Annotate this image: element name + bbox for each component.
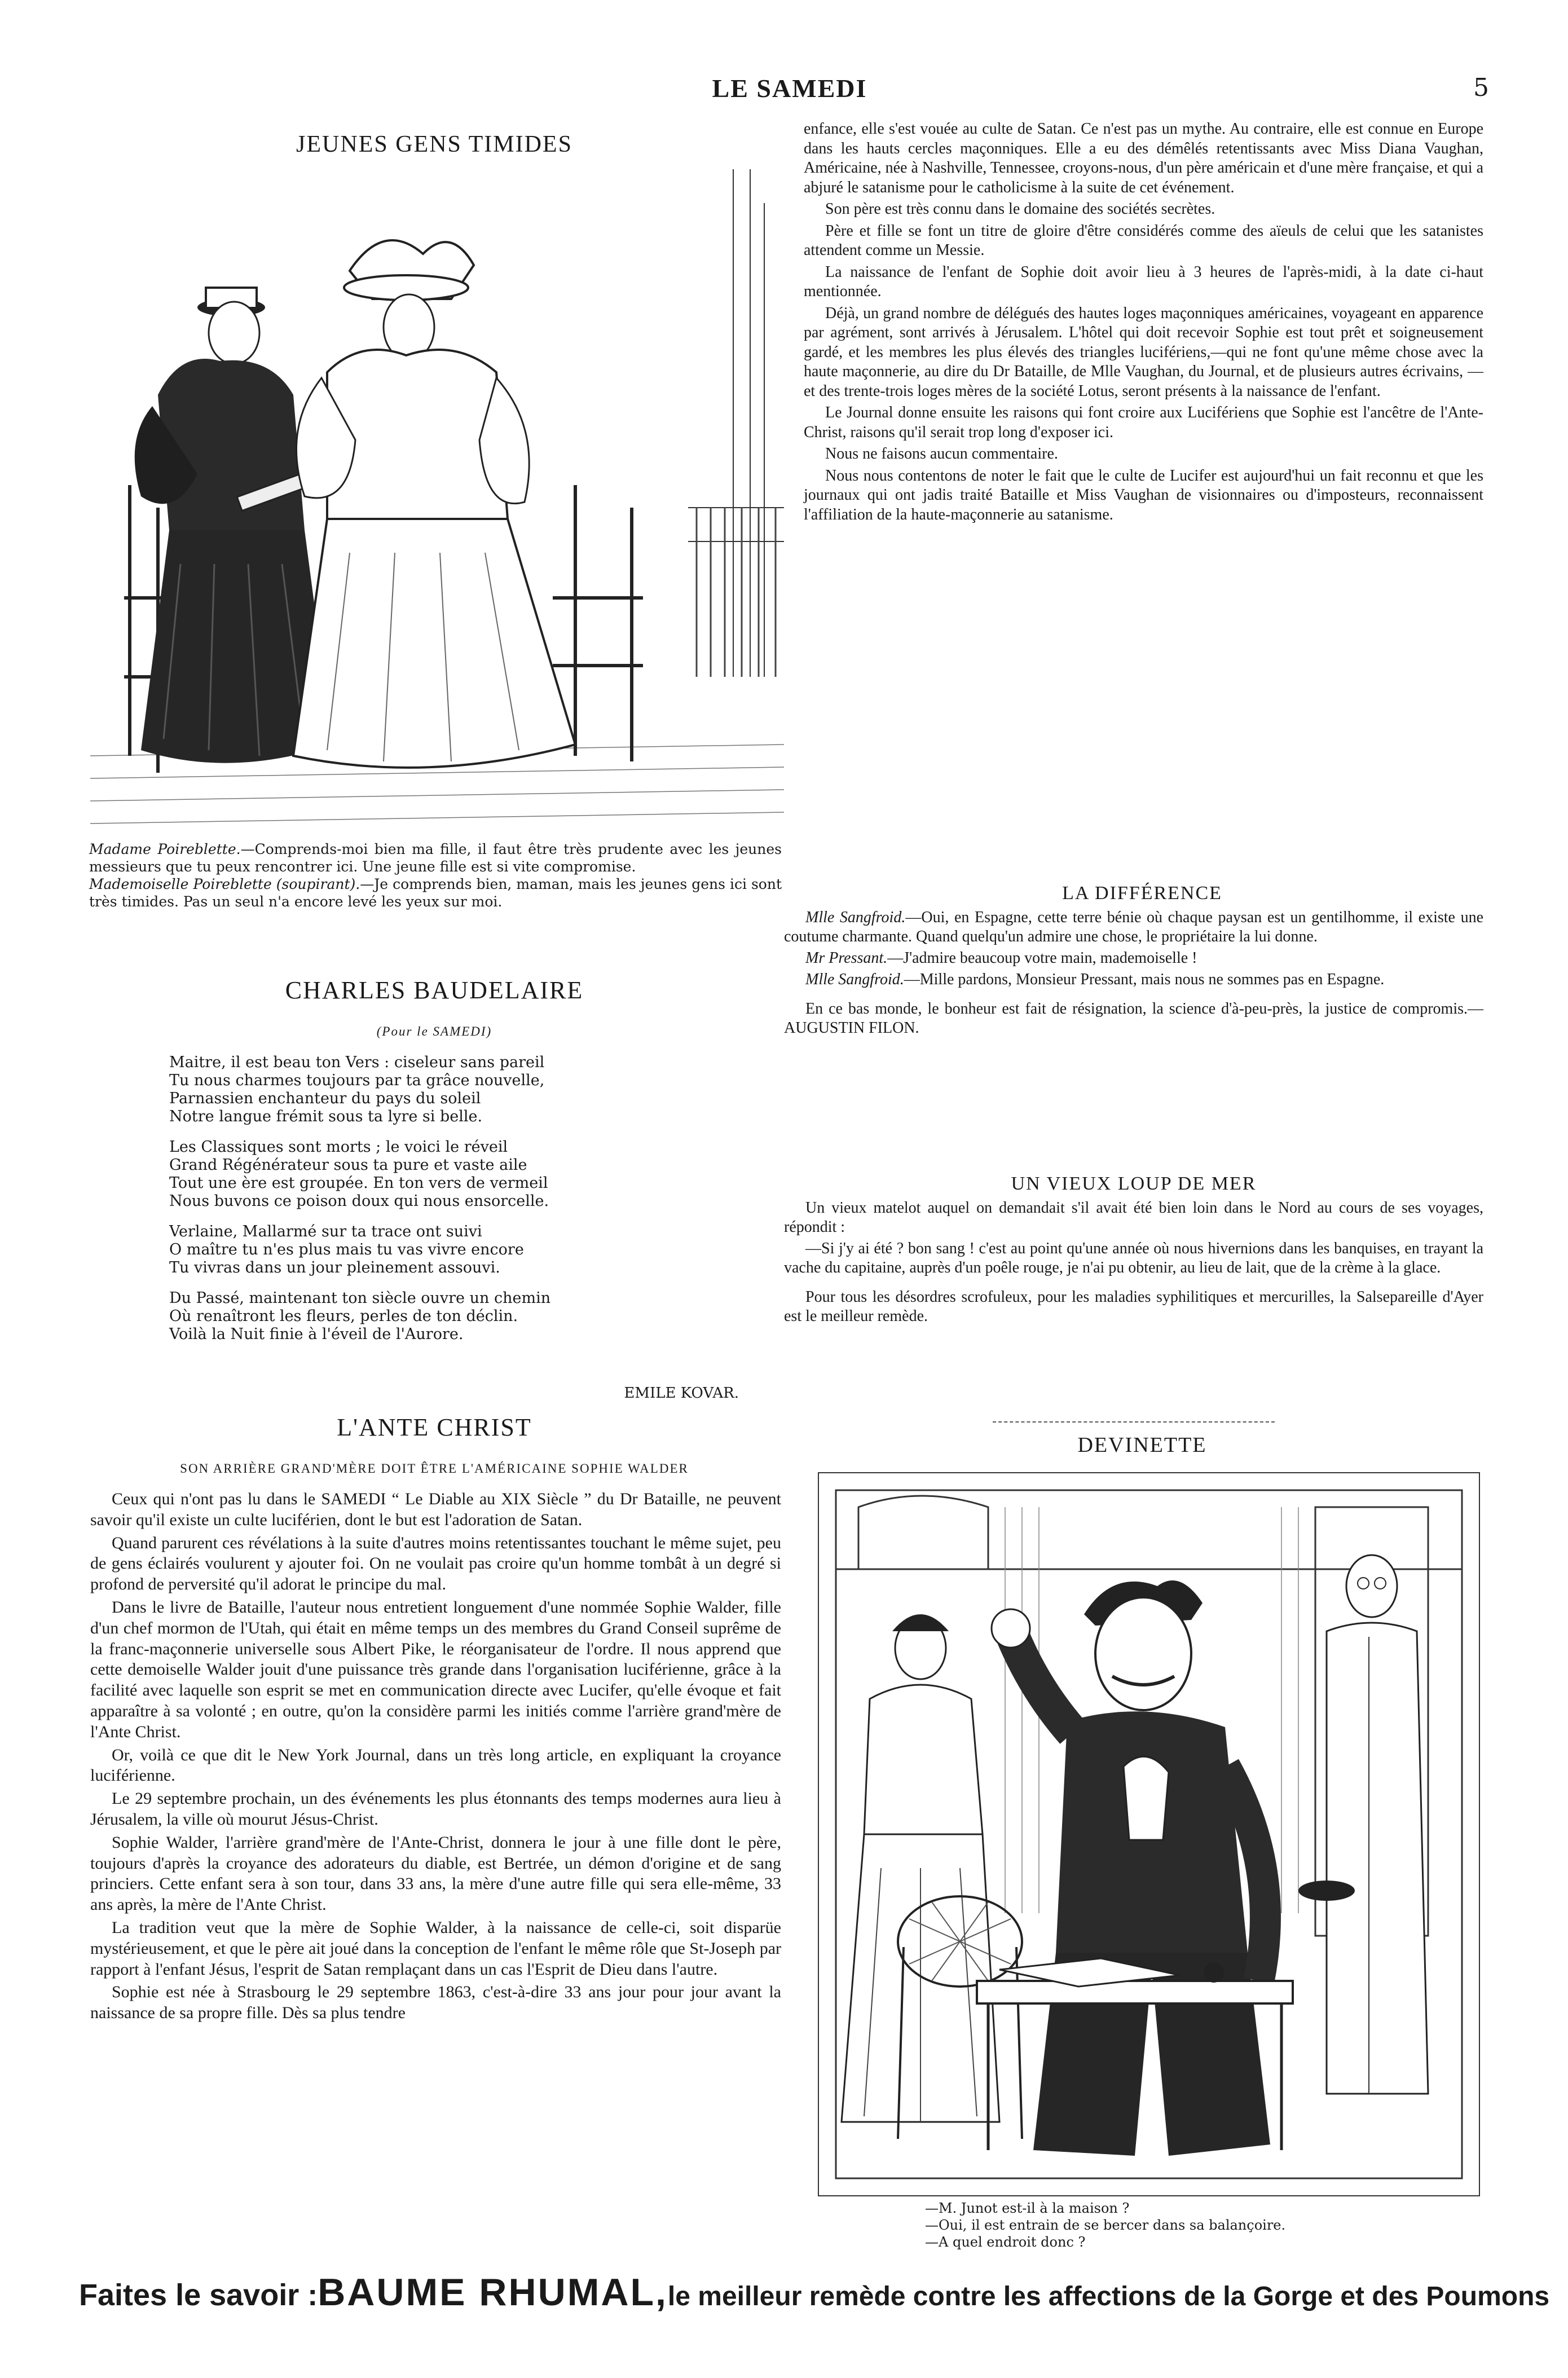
article-paragraph: Le Journal donne ensuite les raisons qui font croire aux Lucifériens que Sophie est l'ancêtre de l'Ante-Christ, raisons qu'il serait trop long d'exposer ici. xyxy=(804,404,1483,441)
jeunes-caption xyxy=(89,840,782,910)
newspaper-title: LE SAMEDI xyxy=(712,74,867,103)
difference-title: LA DIFFÉRENCE xyxy=(1062,883,1222,904)
article-paragraph: Le 29 septembre prochain, un des événements les plus étonnants des temps modernes aura lieu à Jérusalem, la ville où mourut Jésus-Christ. xyxy=(90,1789,781,1829)
devinette-caption xyxy=(925,2200,1433,2251)
poem-line: Parnassien enchanteur du pays du soleil xyxy=(169,1090,481,1107)
poem-line: Où renaîtront les fleurs, perles de ton déclin. xyxy=(169,1307,518,1325)
dialogue-line xyxy=(784,908,1483,946)
ayer-advertisement: Pour tous les désordres scrofuleux, pour les maladies syphilitiques et mercurilles, la Salsepareille d'Ayer est le meilleur remède. xyxy=(784,1288,1483,1325)
dialogue-speaker: Mlle Sangfroid. xyxy=(805,909,906,926)
poem-stanza xyxy=(169,1223,733,1277)
loup-paragraph: Un vieux matelot auquel on demandait s'il avait été bien loin dans le Nord au cours de ses voyages, répondit : xyxy=(784,1199,1483,1236)
poem-line: Les Classiques sont morts ; le voici le réveil xyxy=(169,1138,508,1156)
dialogue-text: —J'admire beaucoup votre main, mademoiselle ! xyxy=(887,949,1197,967)
poem-line: Tu vivras dans un jour pleinement assouvi. xyxy=(169,1259,500,1276)
poem-line: Voilà la Nuit finie à l'éveil de l'Aurore. xyxy=(169,1325,464,1343)
maxim-text: En ce bas monde, le bonheur est fait de résignation, la science d'à-peu-près, la justice de compromis. xyxy=(805,1000,1468,1018)
antechrist-title: L'ANTE CHRIST xyxy=(337,1413,532,1441)
difference-dialogue xyxy=(784,908,1483,1040)
caption-speaker-daughter: Mademoiselle Poireblette (soupirant). xyxy=(89,876,360,892)
article-paragraph: La naissance de l'enfant de Sophie doit avoir lieu à 3 heures de l'après-midi, à la date ci-haut mentionnée. xyxy=(804,263,1483,300)
banner-tail: le meilleur remède contre les affections de la Gorge et des Poumons xyxy=(667,2282,1550,2311)
riddle-line: —M. Junot est-il à la maison ? xyxy=(925,2200,1130,2216)
banner-lead: Faites le savoir : xyxy=(79,2278,318,2312)
article-paragraph: enfance, elle s'est vouée au culte de Satan. Ce n'est pas un mythe. Au contraire, elle est connue en Europe dans les hauts cercles maçonniques. Elle a eu des démêlés retentissants avec Miss Diana Vaughan, Américaine, née à Nashville, Tennessee, croyons-nous, d'un père américain et d'une mère française, et qui a abjuré le satanisme pour le catholicisme à la suite de cet événement. xyxy=(804,120,1483,196)
poem-line: Du Passé, maintenant ton siècle ouvre un chemin xyxy=(169,1289,551,1307)
illustration-devinette xyxy=(818,1472,1480,2196)
poem-line: Tout une ère est groupée. En ton vers de vermeil xyxy=(169,1174,548,1192)
page-number: 5 xyxy=(1473,73,1489,102)
riddle-line: —Oui, il est entrain de se bercer dans sa balançoire. xyxy=(925,2217,1286,2233)
riddle-line: —A quel endroit donc ? xyxy=(925,2234,1086,2250)
loup-paragraph: —Si j'y ai été ? bon sang ! c'est au point qu'une année où nous hivernions dans les banquises, en trayant la vache du capitaine, auprès d'un poêle rouge, je n'ai pu obtenir, au lieu de lait, que de la crème à la glace. xyxy=(784,1240,1483,1276)
banner-brand: BAUME RHUMAL, xyxy=(318,2271,668,2314)
article-paragraph: Nous ne faisons aucun commentaire. xyxy=(825,445,1058,463)
page-header xyxy=(85,73,1495,107)
poem-stanza xyxy=(169,1289,733,1344)
article-paragraph: Son père est très connu dans le domaine des sociétés secrètes. xyxy=(825,200,1215,218)
loup-title: UN VIEUX LOUP DE MER xyxy=(1011,1173,1257,1194)
article-paragraph: Ceux qui n'ont pas lu dans le SAMEDI “ Le Diable au XIX Siècle ” du Dr Bataille, ne peuvent savoir qu'il existe un culte luciférien, dont le but est l'adoration de Satan. xyxy=(90,1490,781,1529)
poem-stanza xyxy=(169,1054,733,1126)
maxim-author: AUGUSTIN FILON. xyxy=(784,1019,919,1037)
poem-line: Nous buvons ce poison doux qui nous ensorcelle. xyxy=(169,1192,549,1210)
article-paragraph: Quand parurent ces révélations à la suite d'autres moins retentissantes touchant le même sujet, peu de gens éclairés voulurent y ajouter foi. On ne voulait pas croire qu'un homme tombât à un degré si profond de perversité qu'il adorat le principe du mal. xyxy=(90,1533,781,1594)
baudelaire-poem xyxy=(169,1054,733,1356)
article-paragraph: Sophie Walder, l'arrière grand'mère de l'Ante-Christ, donnera le jour à une fille dont le père, toujours d'après la croyance des adorateurs du diable, est Bertrée, un démon d'origine et de sang princiers. Cette enfant sera à son tour, dans 33 ans, la mère d'une autre fille qui sera elle-même, 33 ans après, la mère de l'Ante Christ. xyxy=(90,1833,781,1914)
section-divider xyxy=(993,1421,1275,1423)
loup-text xyxy=(784,1199,1483,1328)
poem-line: Maitre, il est beau ton Vers : ciseleur sans pareil xyxy=(169,1054,545,1071)
dialogue-line xyxy=(784,970,1483,989)
antechrist-column-right xyxy=(804,120,1483,527)
article-paragraph: Sophie est née à Strasbourg le 29 septembre 1863, c'est-à-dire 33 ans jour pour jour avant la naissance de sa propre fille. Dès sa plus tendre xyxy=(90,1983,781,2023)
illustration-mother-daughter xyxy=(90,169,784,835)
maxim: En ce bas monde, le bonheur est fait de résignation, la science d'à-peu-près, la justice de compromis.—AUGUSTIN FILON. xyxy=(784,1000,1483,1037)
caption-speaker-mother: Madame Poireblette. xyxy=(89,841,241,857)
article-paragraph: Père et fille se font un titre de gloire d'être considérés comme des aïeuls de celui que les satanistes attendent comme un Messie. xyxy=(804,222,1483,259)
article-paragraph: Nous nous contentons de noter le fait que le culte de Lucifer est aujourd'hui un fait reconnu et que les journaux qui ont jadis traité Bataille et Miss Vaughan de visionnaires ou d'imposteurs, reconnaissent l'affiliation de la haute-maçonnerie au satanisme. xyxy=(804,466,1483,523)
baudelaire-signature: EMILE KOVAR. xyxy=(624,1385,739,1402)
poem-line: Verlaine, Mallarmé sur ta trace ont suivi xyxy=(169,1223,482,1240)
poem-line: O maître tu n'es plus mais tu vas vivre encore xyxy=(169,1241,524,1258)
baudelaire-subtitle: (Pour le SAMEDI) xyxy=(376,1024,492,1038)
baudelaire-title: CHARLES BAUDELAIRE xyxy=(285,976,584,1004)
article-paragraph: Déjà, un grand nombre de délégués des hautes loges maçonniques américaines, voyageant en apparence par agrément, sont arrivés à Jérusalem. L'hôtel qui doit recevoir Sophie est tout prêt et soigneusement gardé, et les membres les plus élevés des triangles lucifériens,—qui ne font qu'une même chose avec la haute maçonnerie, au dire du Dr Bataille, de Mlle Vaughan, du Journal, et de plusieurs autres écrivains, — et des trente-trois loges mères de la société Lotus, seront présents à la naissance de l'enfant. xyxy=(804,304,1483,400)
dialogue-speaker: Mlle Sangfroid. xyxy=(805,971,904,988)
antechrist-subtitle: SON ARRIÈRE GRAND'MÈRE DOIT ÊTRE L'AMÉRICAINE SOPHIE WALDER xyxy=(180,1461,689,1476)
article-paragraph: Dans le livre de Bataille, l'auteur nous entretient longuement d'une nommée Sophie Walder, fille d'un chef mormon de l'Utah, qui était en même temps un des membres du Grand Conseil suprême de la franc-maçonnerie universelle sous Albert Pike, le réorganisateur de l'ordre. Il nous apprend que cette demoiselle Walder jouit d'une puissance très grande dans l'organisation luciférienne, grâce à la facilité avec laquelle son esprit se met en communication directe avec Lucifer, qu'elle évoque et fait apparaître à sa volonté ; en outre, qu'on la considère parmi les initiés comme l'arrière grand'mère de l'Ante Christ. xyxy=(90,1597,781,1741)
caption-text-daughter: —Je comprends bien, maman, mais les jeunes gens ici sont très timides. Pas un seul n'a encore levé les yeux sur moi. xyxy=(89,876,782,910)
dialogue-line xyxy=(784,949,1483,968)
dialogue-text: —Oui, en Espagne, cette terre bénie où chaque paysan est un gentilhomme, il existe une coutume charmante. Quand quelqu'un admire une chose, le propriétaire la lui donne. xyxy=(784,909,1484,945)
poem-line: Notre langue frémit sous ta lyre si belle. xyxy=(169,1108,483,1125)
poem-line: Tu nous charmes toujours par ta grâce nouvelle, xyxy=(169,1072,545,1089)
antechrist-column-left xyxy=(90,1489,781,2026)
article-paragraph: La tradition veut que la mère de Sophie Walder, à la naissance de celle-ci, soit disparüe mystérieusement, et que le père ait joué dans la conception de l'enfant le même rôle que St-Joseph par rapport à l'enfant Jésus, l'esprit de Satan remplaçant dans un cas l'Esprit de Dieu dans l'autre. xyxy=(90,1918,781,1979)
poem-line: Grand Régénérateur sous ta pure et vaste aile xyxy=(169,1156,527,1174)
caption-text-mother: —Comprends-moi bien ma fille, il faut être très prudente avec les jeunes messieurs que tu peux rencontrer ici. Une jeune fille est si vite compromise. xyxy=(89,841,782,875)
poem-stanza xyxy=(169,1138,733,1210)
devinette-title: DEVINETTE xyxy=(1077,1433,1207,1457)
dialogue-text: —Mille pardons, Monsieur Pressant, mais nous ne sommes pas en Espagne. xyxy=(904,971,1385,988)
dialogue-speaker: Mr Pressant. xyxy=(805,949,888,967)
rhumal-advertisement xyxy=(79,2270,1550,2315)
jeunes-title: JEUNES GENS TIMIDES xyxy=(296,131,572,157)
article-paragraph: Or, voilà ce que dit le New York Journal, dans un très long article, en expliquant la croyance luciférienne. xyxy=(90,1745,781,1785)
